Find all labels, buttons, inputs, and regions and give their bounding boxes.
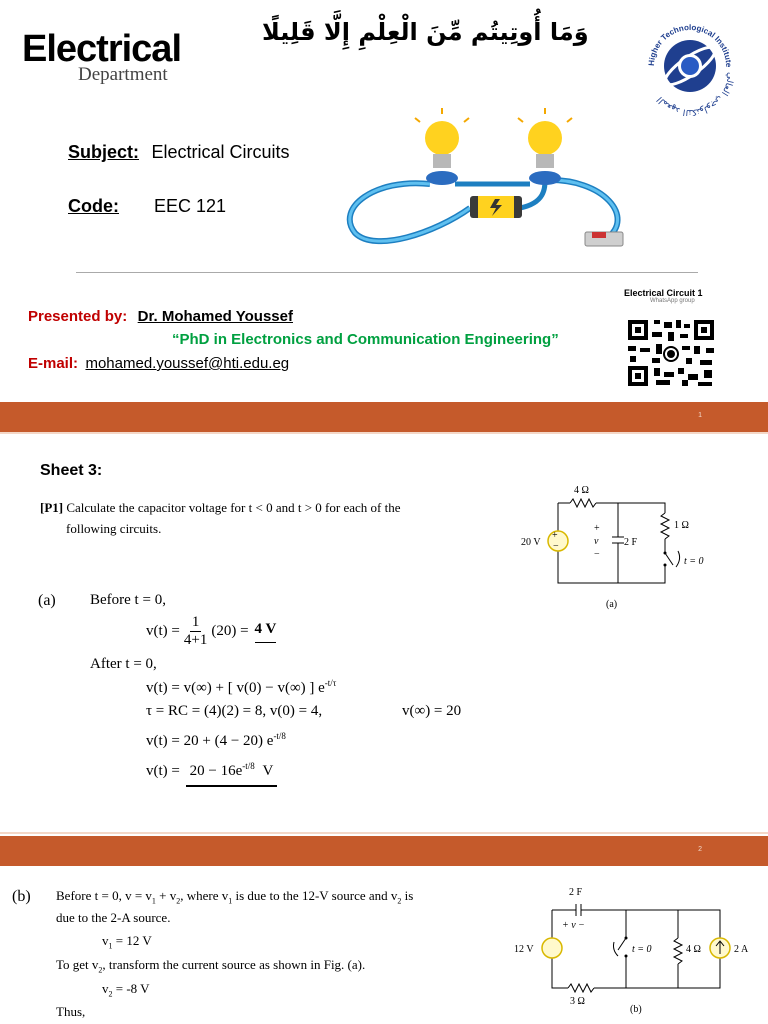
slide-footer-bar-2: [0, 836, 768, 866]
capacitor-2f-label: 2 F: [624, 537, 638, 548]
line1-a: Before t = 0, v = v: [56, 888, 152, 903]
resistor-4-ohm-label-b: 4 Ω: [686, 944, 701, 955]
v1-equation: [102, 933, 152, 951]
page-number: 1: [698, 412, 702, 419]
equation-5: [146, 761, 277, 780]
subject-row: [68, 142, 290, 163]
source-2a-label: 2 A: [734, 944, 749, 955]
v2-sub: 2: [108, 989, 113, 999]
circuit-b-diagram: [508, 880, 768, 1020]
before-text: Before t = 0,: [90, 592, 166, 608]
capacitor-2f-label-b: 2 F: [569, 887, 583, 898]
eq5-rhs: 20 − 16e: [189, 763, 243, 779]
problem-line-1: Calculate the capacitor voltage for t < 0 and t > 0 for each of the: [66, 500, 401, 515]
switch-label: t = 0: [684, 556, 704, 567]
part-b-label: (b): [12, 888, 31, 905]
eq1-numerator: 1: [191, 614, 200, 630]
part-b-line-2: due to the 2-A source.: [56, 910, 171, 925]
sheet-title: Sheet 3:: [40, 462, 103, 479]
qr-subtitle: WhatsApp group: [650, 298, 695, 304]
part-b-line-4: Thus,: [56, 1004, 86, 1019]
line1-e: is: [404, 888, 414, 903]
cap-minus: −: [594, 549, 600, 560]
problem-line-2: following circuits.: [66, 521, 162, 536]
eq5-boxed-result: [186, 763, 278, 787]
equation-3: τ = RC = (4)(2) = 8, v(0) = 4,: [146, 703, 323, 719]
eq5-lhs: v(t) =: [146, 763, 180, 779]
line1-c: , where v: [180, 888, 229, 903]
line1-d: is due to the 12-V source and v: [235, 888, 398, 903]
institute-logo-icon: [640, 16, 740, 116]
page-number-2: 2: [698, 846, 702, 853]
v1-value: = 12 V: [115, 933, 152, 948]
email-label: E-mail:: [28, 355, 79, 372]
code-value: EEC 121: [154, 196, 227, 216]
institute-name: Higher Technological Institute: [646, 22, 734, 68]
qr-code-icon[interactable]: [626, 318, 716, 388]
eq2-exponent: -t/τ: [324, 678, 337, 688]
line3-a: To get v: [56, 957, 99, 972]
eq1-denominator: 4+1: [183, 632, 208, 648]
part-b-line-3: [56, 957, 365, 975]
cap-plus: +: [594, 523, 600, 534]
eq1-result: 4 V: [255, 621, 277, 643]
circuit-a-diagram: [510, 475, 720, 615]
v1-sub: 1: [108, 941, 113, 951]
department-logo-title: Electrical: [22, 28, 181, 70]
light-bulb-circuit-illustration: [345, 108, 635, 258]
presenter-row: [28, 308, 293, 326]
source-minus: −: [553, 541, 559, 552]
equation-1: [146, 614, 276, 649]
subject-value: Electrical Circuits: [151, 142, 290, 162]
source-20v-label: 20 V: [521, 537, 541, 548]
eq2-body: v(t) = v(∞) + [ v(0) − v(∞) ] e: [146, 680, 325, 696]
line1-sub1: 1: [151, 896, 156, 906]
cap-voltage-label: v: [594, 536, 599, 547]
subject-label: Subject:: [68, 142, 140, 162]
slide-footer-bar: [0, 402, 768, 432]
eq1-rest: (20) =: [211, 623, 249, 639]
after-text: After t = 0,: [90, 656, 157, 672]
department-logo-subtitle: Department: [78, 64, 168, 85]
part-b-line-1: [56, 888, 413, 906]
equation-4: [146, 731, 286, 750]
circuit-a-caption: (a): [606, 599, 618, 610]
equation-3b: v(∞) = 20: [402, 703, 462, 719]
code-label: Code:: [68, 196, 119, 216]
resistor-1-ohm-label: 1 Ω: [674, 520, 689, 531]
eq5-unit: V: [262, 763, 274, 779]
presenter-title: “PhD in Electronics and Communication Engineering”: [172, 331, 559, 348]
equation-2: [146, 678, 336, 697]
divider-line: [76, 272, 698, 273]
eq4-exponent: -t/8: [273, 731, 286, 741]
v2-value: = -8 V: [115, 981, 150, 996]
problem-tag: [P1]: [40, 500, 64, 515]
presented-by-label: Presented by:: [28, 308, 128, 325]
resistor-3-ohm-label: 3 Ω: [570, 996, 585, 1007]
email-row: [28, 355, 289, 373]
line1-sub1b: 1: [228, 896, 233, 906]
presenter-name: Dr. Mohamed Youssef: [137, 308, 293, 325]
v2-var: v: [102, 981, 109, 996]
line1-b: + v: [159, 888, 177, 903]
circuit-b-caption: (b): [630, 1004, 642, 1015]
v1-var: v: [102, 933, 109, 948]
source-12v-label: 12 V: [514, 944, 534, 955]
switch-label-b: t = 0: [632, 944, 652, 955]
v2-equation: [102, 981, 150, 999]
line3-sub: 2: [98, 965, 103, 975]
code-row: [68, 196, 119, 217]
line3-b: , transform the current source as shown in Fig. (a).: [102, 957, 366, 972]
resistor-4-ohm-label: 4 Ω: [574, 485, 589, 496]
qr-title: Electrical Circuit 1: [624, 288, 703, 298]
eq4-body: v(t) = 20 + (4 − 20) e: [146, 733, 274, 749]
email-link[interactable]: mohamed.youssef@hti.edu.eg: [85, 355, 290, 372]
source-plus: +: [552, 530, 558, 541]
capacitor-polarity-b: + v −: [562, 920, 585, 931]
eq1-fraction: [184, 614, 207, 649]
institute-arabic-name: المعهد التكنولوجي العالي: [655, 71, 736, 116]
line1-sub2b: 2: [397, 896, 402, 906]
eq1-lhs: v(t) =: [146, 623, 180, 639]
line1-sub2: 2: [176, 896, 181, 906]
problem-statement: [40, 500, 400, 516]
eq5-exponent: -t/8: [242, 761, 255, 771]
slide-separator-2: [0, 832, 768, 834]
part-a-label: (a): [38, 592, 56, 609]
slide-separator: [0, 432, 768, 434]
arabic-verse: وَمَا أُوتِيتُم مِّنَ الْعِلْمِ إِلَّا قَلِيلًا: [262, 18, 589, 46]
